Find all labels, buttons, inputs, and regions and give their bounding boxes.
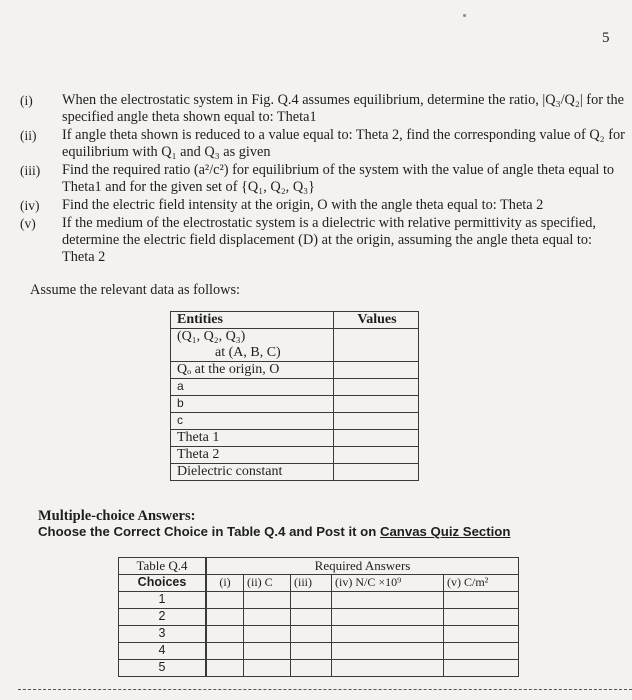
question-number: (ii)	[20, 128, 37, 143]
answer-cell	[206, 660, 244, 677]
answer-table-title-row	[119, 558, 519, 575]
entity-cell: Qₒ at the origin, O	[171, 362, 334, 379]
question-text: If the medium of the electrostatic system is a dielectric with relative permittivity as specified, determine the electric field displacement (D) at the origin, assuming the angle theta equal to: Theta 2	[62, 215, 596, 265]
data-table	[170, 311, 419, 481]
question-number: (v)	[20, 216, 36, 231]
entity-cell: Dielectric constant	[171, 464, 334, 481]
table-row	[171, 447, 419, 464]
choice-number: 1	[119, 592, 207, 609]
choices-header: Choices	[119, 575, 207, 592]
choice-number: 4	[119, 643, 207, 660]
question-text: If angle theta shown is reduced to a value equal to: Theta 2, find the corresponding value of Q₂ for equilibrium with Q₁ and Q₃ as given	[62, 127, 625, 160]
question-item	[20, 215, 625, 266]
question-text: Find the required ratio (a²/c²) for equilibrium of the system with the value of angle theta equal to Theta1 and for the given set of {Q₁, Q₂, Q₃}	[62, 162, 615, 195]
answer-cell	[291, 626, 332, 643]
data-table-header	[171, 312, 419, 329]
question-item	[20, 92, 625, 126]
question-item	[20, 197, 625, 214]
col-header: (iv) N/C ×10⁹	[332, 575, 444, 592]
table-row	[171, 362, 419, 379]
answer-cell	[244, 592, 291, 609]
table-row	[171, 379, 419, 396]
value-cell	[334, 430, 419, 447]
answer-cell	[244, 626, 291, 643]
answer-cell	[444, 609, 519, 626]
entities-header: Entities	[171, 312, 334, 329]
question-text: Find the electric field intensity at the origin, O with the angle theta equal to: Theta 2	[62, 197, 544, 213]
table-row	[119, 609, 519, 626]
table-row	[171, 464, 419, 481]
value-cell	[334, 464, 419, 481]
col-header: (i)	[206, 575, 244, 592]
answer-table-header-row	[119, 575, 519, 592]
table-title: Table Q.4	[119, 558, 207, 575]
question-number: (i)	[20, 93, 33, 108]
mc-instruction	[38, 524, 510, 539]
answer-table	[118, 557, 519, 677]
answer-cell	[291, 592, 332, 609]
table-row	[119, 592, 519, 609]
answer-cell	[444, 643, 519, 660]
answer-cell	[206, 592, 244, 609]
value-cell	[334, 329, 419, 362]
question-item	[20, 162, 625, 196]
entity-cell: a	[171, 379, 334, 396]
value-cell	[334, 413, 419, 430]
choice-number: 2	[119, 609, 207, 626]
choice-number: 5	[119, 660, 207, 677]
table-row	[119, 626, 519, 643]
table-row	[171, 396, 419, 413]
answer-cell	[332, 609, 444, 626]
answer-cell	[332, 592, 444, 609]
mc-instruction-text: Choose the Correct Choice in Table Q.4 and Post it on	[38, 524, 380, 539]
answer-cell	[244, 609, 291, 626]
answer-cell	[291, 643, 332, 660]
answer-cell	[291, 660, 332, 677]
values-header: Values	[334, 312, 419, 329]
value-cell	[334, 362, 419, 379]
table-row	[171, 413, 419, 430]
value-cell	[334, 396, 419, 413]
required-answers-header: Required Answers	[206, 558, 519, 575]
charges-label: (Q₁, Q₂, Q₃)	[177, 329, 246, 344]
charges-location: at (A, B, C)	[215, 345, 281, 360]
answer-cell	[444, 626, 519, 643]
entity-cell: c	[171, 413, 334, 430]
answer-cell	[332, 626, 444, 643]
question-text: When the electrostatic system in Fig. Q.4 assumes equilibrium, determine the ratio, |Q₃/Q₂| for the specified angle theta shown equal to: Theta1	[62, 92, 625, 125]
entity-cell: b	[171, 396, 334, 413]
answer-cell	[244, 660, 291, 677]
value-cell	[334, 379, 419, 396]
answer-cell	[206, 626, 244, 643]
table-row	[171, 329, 419, 362]
canvas-quiz-link: Canvas Quiz Section	[379, 524, 511, 539]
answer-cell	[332, 643, 444, 660]
answer-cell	[206, 609, 244, 626]
question-number: (iii)	[20, 163, 41, 178]
table-row	[171, 430, 419, 447]
entity-cell: Theta 1	[171, 430, 334, 447]
question-number: (iv)	[20, 198, 40, 213]
answer-cell	[332, 660, 444, 677]
question-item	[20, 127, 625, 161]
page-number: 5	[602, 30, 610, 46]
answer-cell	[244, 643, 291, 660]
mc-title: Multiple-choice Answers:	[38, 508, 196, 524]
table-row	[119, 660, 519, 677]
col-header: (ii) C	[244, 575, 291, 592]
answer-cell	[291, 609, 332, 626]
question-list	[20, 92, 625, 267]
col-header: (iii)	[291, 575, 332, 592]
value-cell	[334, 447, 419, 464]
col-header: (v) C/m²	[444, 575, 519, 592]
answer-cell	[444, 660, 519, 677]
speck	[463, 14, 466, 17]
charges-cell	[171, 329, 334, 362]
table-row	[119, 643, 519, 660]
entity-cell: Theta 2	[171, 447, 334, 464]
answer-cell	[206, 643, 244, 660]
choice-number: 3	[119, 626, 207, 643]
bottom-divider	[18, 689, 632, 690]
answer-cell	[444, 592, 519, 609]
assume-text: Assume the relevant data as follows:	[30, 282, 241, 298]
